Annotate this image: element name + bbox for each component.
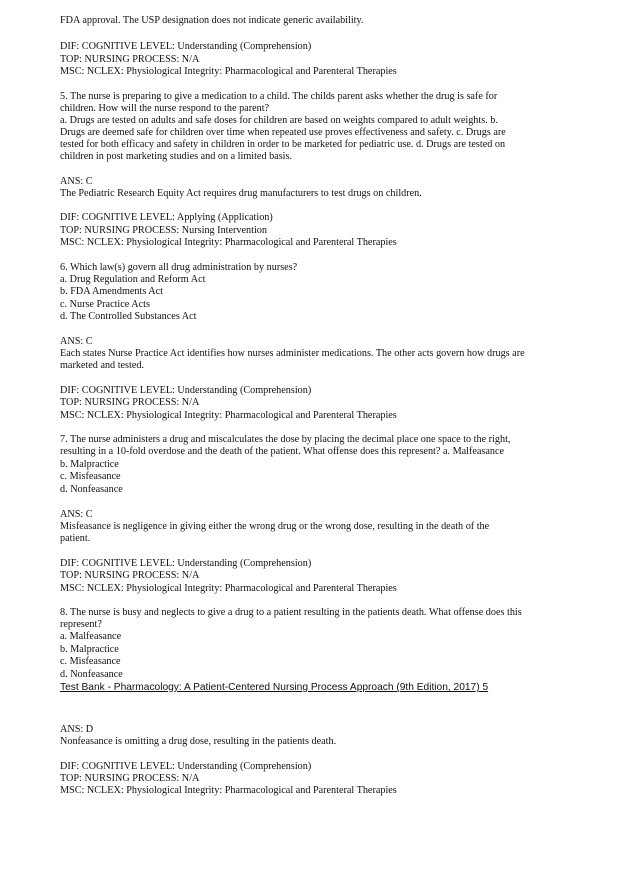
- text-line: TOP: NURSING PROCESS: N/A: [60, 397, 200, 408]
- text-line: a. Drugs are tested on adults and safe doses for children are based on weights compared to adult weights. b.: [60, 115, 498, 126]
- text-line: TOP: NURSING PROCESS: N/A: [60, 54, 200, 65]
- text-line: TOP: NURSING PROCESS: N/A: [60, 570, 200, 581]
- option: b. FDA Amendments Act: [60, 286, 164, 297]
- text-line: MSC: NCLEX: Physiological Integrity: Pharmacological and Parenteral Therapies: [60, 785, 397, 796]
- rationale-6: Each states Nurse Practice Act identifies how nurses administer medications. The other acts govern how drugs are: [60, 348, 525, 359]
- text-line: DIF: COGNITIVE LEVEL: Understanding (Comprehension): [60, 385, 312, 396]
- text-line: marketed and tested.: [60, 360, 145, 371]
- answer-6: ANS: C: [60, 336, 93, 347]
- text-line: children in post marketing studies and on a limited basis.: [60, 151, 293, 162]
- text-line: MSC: NCLEX: Physiological Integrity: Pharmacological and Parenteral Therapies: [60, 583, 397, 594]
- text-line: resulting in a 10-fold overdose and the death of the patient. What offense does this represent? a. Malfeasance: [60, 446, 505, 457]
- question-8: 8. The nurse is busy and neglects to give a drug to a patient resulting in the patients death. What offense does this: [60, 607, 522, 618]
- question-5: 5. The nurse is preparing to give a medication to a child. The childs parent asks whether the drug is safe for: [60, 91, 498, 102]
- answer-5: ANS: C: [60, 176, 93, 187]
- rationale-7: Misfeasance is negligence in giving either the wrong drug or the wrong dose, resulting in the death of the: [60, 521, 490, 532]
- text-line: patient.: [60, 533, 91, 544]
- page-footer-link[interactable]: Test Bank - Pharmacology: A Patient-Centered Nursing Process Approach (9th Edition, 2017) 5: [60, 682, 489, 693]
- option: c. Misfeasance: [60, 656, 121, 667]
- option: b. Malpractice: [60, 644, 119, 655]
- answer-8: ANS: D: [60, 724, 94, 735]
- rationale-8: Nonfeasance is omitting a drug dose, resulting in the patients death.: [60, 736, 337, 747]
- text-line: represent?: [60, 619, 102, 630]
- text-line: tested for both efficacy and safety in children in order to be marketed for pediatric use. d. Drugs are tested on: [60, 139, 506, 150]
- text-line: FDA approval. The USP designation does not indicate generic availability.: [60, 15, 364, 26]
- text-line: MSC: NCLEX: Physiological Integrity: Pharmacological and Parenteral Therapies: [60, 237, 397, 248]
- text-line: TOP: NURSING PROCESS: N/A: [60, 773, 200, 784]
- text-line: TOP: NURSING PROCESS: Nursing Intervention: [60, 225, 267, 236]
- option: d. The Controlled Substances Act: [60, 311, 197, 322]
- answer-7: ANS: C: [60, 509, 93, 520]
- text-line: DIF: COGNITIVE LEVEL: Applying (Application): [60, 212, 273, 223]
- option: d. Nonfeasance: [60, 669, 123, 680]
- option: c. Misfeasance: [60, 471, 121, 482]
- option: a. Drug Regulation and Reform Act: [60, 274, 206, 285]
- option: b. Malpractice: [60, 459, 119, 470]
- text-line: children. How will the nurse respond to the parent?: [60, 103, 270, 114]
- text-line: Drugs are deemed safe for children over time when repeated use proves effectiveness and safety. c. Drugs are: [60, 127, 506, 138]
- text-line: DIF: COGNITIVE LEVEL: Understanding (Comprehension): [60, 558, 312, 569]
- option: d. Nonfeasance: [60, 484, 123, 495]
- text-line: DIF: COGNITIVE LEVEL: Understanding (Comprehension): [60, 761, 312, 772]
- text-line: MSC: NCLEX: Physiological Integrity: Pharmacological and Parenteral Therapies: [60, 410, 397, 421]
- text-line: DIF: COGNITIVE LEVEL: Understanding (Comprehension): [60, 41, 312, 52]
- option: a. Malfeasance: [60, 631, 122, 642]
- rationale-5: The Pediatric Research Equity Act requires drug manufacturers to test drugs on children.: [60, 188, 422, 199]
- question-6: 6. Which law(s) govern all drug administration by nurses?: [60, 262, 298, 273]
- text-line: MSC: NCLEX: Physiological Integrity: Pharmacological and Parenteral Therapies: [60, 66, 397, 77]
- option: c. Nurse Practice Acts: [60, 299, 150, 310]
- question-7: 7. The nurse administers a drug and miscalculates the dose by placing the decimal place one space to the right,: [60, 434, 511, 445]
